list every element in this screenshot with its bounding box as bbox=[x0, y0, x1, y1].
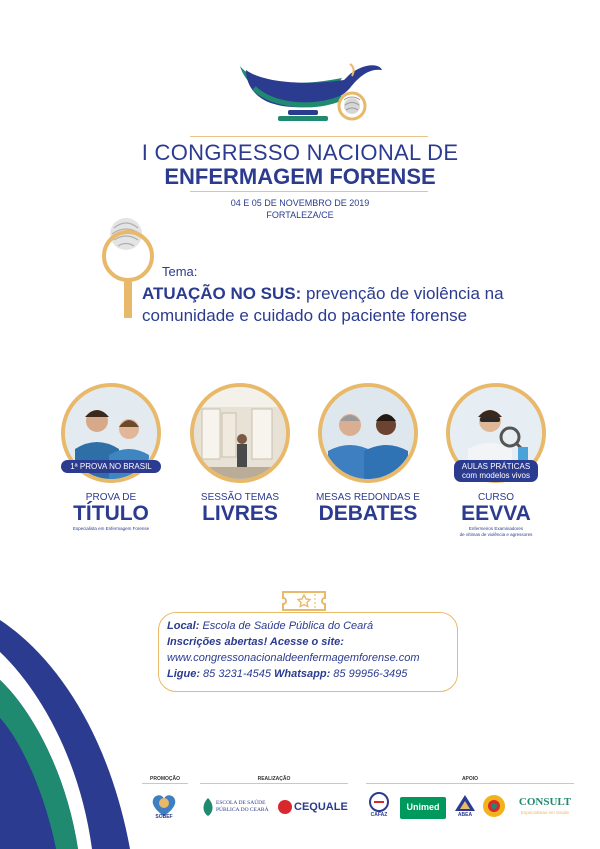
consult-logo bbox=[516, 796, 574, 818]
card2-title: LIVRES bbox=[202, 502, 278, 525]
event-title-line2: ENFERMAGEM FORENSE bbox=[164, 164, 436, 189]
decorative-waves bbox=[0, 600, 140, 849]
theme-bold: ATUAÇÃO NO SUS: bbox=[142, 284, 302, 303]
card4-subtitle: CURSO bbox=[477, 492, 515, 503]
site-link[interactable]: www.congressonacionaldeenfermagemforense.com bbox=[167, 652, 420, 664]
contact-line bbox=[167, 668, 407, 680]
theme-line1: prevenção de violência na bbox=[301, 284, 504, 303]
lamp-logo bbox=[232, 48, 392, 128]
local-label: Local: bbox=[167, 620, 200, 632]
debaters-photo bbox=[318, 383, 418, 483]
theme-label: Tema: bbox=[162, 264, 198, 279]
escola-line1: ESCOLA DE SAÚDE bbox=[216, 800, 266, 806]
local-line bbox=[167, 620, 373, 632]
theme-text bbox=[142, 283, 542, 327]
live-models-badge bbox=[454, 460, 538, 482]
badge-line1: AULAS PRÁTICAS bbox=[461, 462, 531, 471]
ligue-label: Ligue: bbox=[167, 668, 200, 680]
abea-logo bbox=[454, 794, 476, 820]
footer-realizacao: REALIZAÇÃO bbox=[257, 776, 291, 782]
sobef-logo bbox=[146, 790, 182, 822]
abea-name: ABEA bbox=[457, 812, 473, 818]
card4-note-line2: de vítimas de violência e agressores bbox=[459, 532, 533, 537]
cafaz-name: CAFAZ bbox=[370, 812, 388, 818]
card4-note-line1: Enfermeiros Examinadores bbox=[468, 526, 524, 531]
card-prova-titulo bbox=[47, 383, 175, 543]
escola-line2: PÚBLICA DO CEARÁ bbox=[216, 807, 269, 813]
escola-saude-logo bbox=[200, 796, 274, 820]
badge-line2: com modelos vivos bbox=[461, 471, 531, 480]
event-title-line1: I CONGRESSO NACIONAL DE bbox=[141, 140, 459, 165]
card-temas-livres bbox=[176, 383, 304, 543]
header-rule-bottom bbox=[190, 191, 428, 192]
escola-text bbox=[216, 800, 269, 814]
whatsapp-label: Whatsapp: bbox=[274, 668, 331, 680]
sun-emblem-logo bbox=[482, 794, 506, 818]
unimed-logo bbox=[400, 797, 446, 819]
card1-subtitle: PROVA DE bbox=[85, 492, 137, 503]
event-dates bbox=[0, 197, 600, 221]
footer-apoio: APOIO bbox=[461, 776, 479, 782]
phone-number[interactable]: 85 3231-4545 bbox=[200, 668, 275, 680]
card1-title: TÍTULO bbox=[73, 502, 149, 525]
footer-rule-promocao bbox=[142, 783, 188, 784]
cequale-mark bbox=[278, 800, 292, 814]
card2-subtitle: SESSÃO TEMAS bbox=[200, 492, 280, 503]
local-value: Escola de Saúde Pública do Ceará bbox=[199, 620, 374, 632]
first-test-badge: 1ª PROVA NO BRASIL bbox=[61, 460, 161, 473]
card3-subtitle: MESAS REDONDAS E bbox=[316, 492, 420, 503]
whatsapp-number[interactable]: 85 99956-3495 bbox=[330, 668, 408, 680]
card3-title: DEBATES bbox=[318, 502, 418, 525]
inscricoes-line bbox=[167, 636, 344, 648]
unimed-name: Unimed bbox=[406, 802, 440, 812]
consult-name: CONSULT bbox=[518, 796, 572, 808]
footer-promocao: PROMOÇÃO bbox=[150, 776, 180, 782]
footer-rule-realizacao bbox=[200, 783, 348, 784]
info-box bbox=[158, 612, 458, 692]
event-city: FORTALEZA/CE bbox=[266, 210, 334, 220]
event-date: 04 E 05 DE NOVEMBRO DE 2019 bbox=[230, 198, 370, 208]
inscricoes-text: Inscrições abertas! Acesse o site: bbox=[167, 636, 344, 648]
header-rule-top bbox=[190, 136, 428, 137]
cequale-logo bbox=[278, 798, 348, 818]
card1-note: Especialista em Enfermagem Forense bbox=[72, 526, 150, 531]
cafaz-logo bbox=[366, 792, 392, 820]
card-curso-eevva bbox=[432, 383, 560, 543]
theme-line2: comunidade e cuidado do paciente forense bbox=[142, 306, 468, 325]
sobef-name: SOBEF bbox=[155, 814, 173, 820]
card-mesas-debates bbox=[304, 383, 432, 543]
card4-title: EEVVA bbox=[461, 502, 531, 525]
consult-subtitle: Especialistas em Saúde bbox=[520, 810, 570, 815]
card4-note bbox=[432, 526, 560, 538]
cequale-name: CEQUALE bbox=[294, 801, 348, 813]
poster-session-photo bbox=[190, 383, 290, 483]
footer-rule-apoio bbox=[366, 783, 574, 784]
